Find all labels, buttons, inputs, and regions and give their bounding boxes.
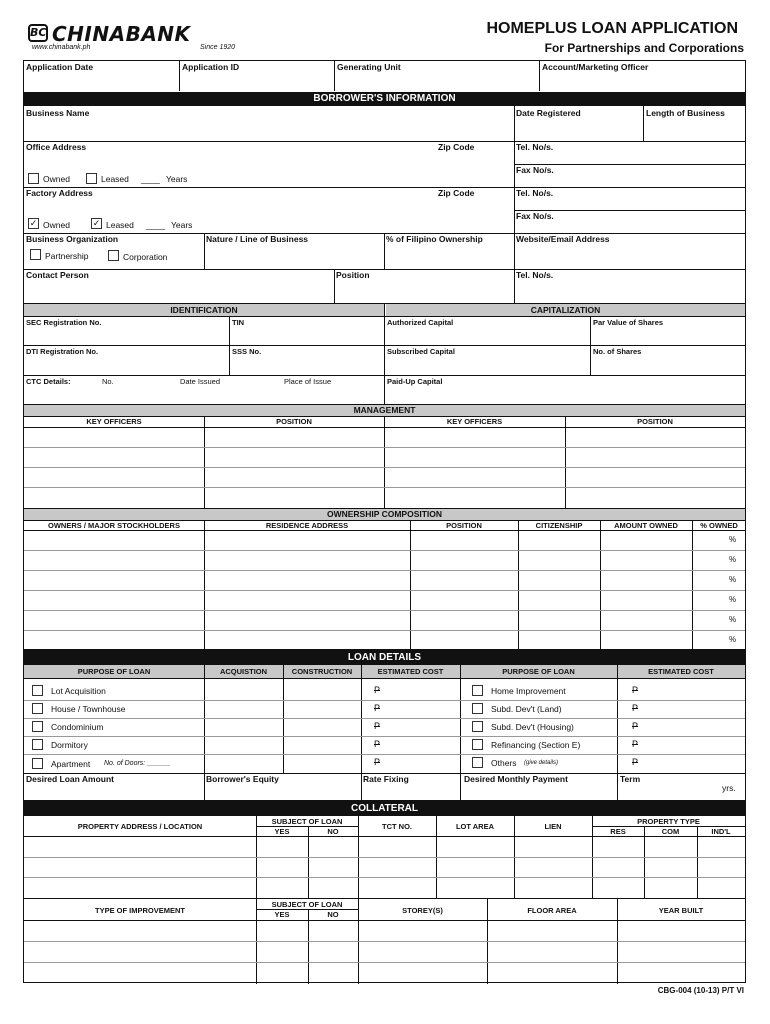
- ctc-no-field[interactable]: No.: [102, 377, 114, 386]
- office-years-blank[interactable]: ____: [141, 174, 160, 184]
- factory-years-label: Years: [171, 220, 193, 230]
- office-owned-checkbox[interactable]: [28, 173, 39, 184]
- purpose-header-2: PURPOSE OF LOAN: [502, 667, 575, 676]
- partnership-label: Partnership: [45, 251, 89, 261]
- application-date-field[interactable]: Application Date: [26, 62, 94, 72]
- lot-acquisition-checkbox[interactable]: [32, 685, 43, 696]
- peso-sign: P: [374, 739, 381, 749]
- peso-sign: P: [632, 757, 639, 767]
- purpose-item: Apartment: [51, 759, 91, 769]
- ownership-band: OWNERSHIP COMPOSITION: [24, 509, 745, 520]
- office-zip-label: Zip Code: [438, 142, 475, 152]
- floor-area-header: FLOOR AREA: [527, 906, 577, 915]
- key-officers-header-1: KEY OFFICERS: [86, 417, 142, 426]
- peso-sign: P: [632, 721, 639, 731]
- citizenship-header: CITIZENSHIP: [535, 521, 583, 530]
- subd-dev-housing-checkbox[interactable]: [472, 721, 483, 732]
- factory-owned-label: Owned: [43, 220, 70, 230]
- par-value-field[interactable]: Par Value of Shares: [593, 318, 664, 327]
- no-of-doors-field[interactable]: No. of Doors: ______: [104, 760, 171, 767]
- construction-header: CONSTRUCTION: [291, 667, 353, 676]
- term-field[interactable]: Term: [620, 774, 641, 784]
- subject-of-loan-header: SUBJECT OF LOAN: [271, 817, 343, 826]
- purpose-item: Home Improvement: [491, 686, 566, 696]
- acquisition-header: ACQUISTION: [219, 667, 268, 676]
- desired-monthly-payment-field[interactable]: Desired Monthly Payment: [464, 774, 568, 784]
- give-details-label: (give details): [524, 760, 559, 766]
- position-header-2: POSITION: [637, 417, 673, 426]
- factory-fax-field[interactable]: Fax No/s.: [516, 211, 554, 221]
- condominium-checkbox[interactable]: [32, 721, 43, 732]
- factory-tel-field[interactable]: Tel. No/s.: [516, 188, 554, 198]
- house-townhouse-checkbox[interactable]: [32, 703, 43, 714]
- office-tel-field[interactable]: Tel. No/s.: [516, 142, 554, 152]
- storeys-header: STOREY(S): [402, 906, 443, 915]
- office-years-label: Years: [166, 174, 188, 184]
- purpose-item: Refinancing (Section E): [491, 740, 581, 750]
- nature-of-business-field[interactable]: Nature / Line of Business: [206, 234, 309, 244]
- purpose-item: Condominium: [51, 722, 104, 732]
- factory-zip-label: Zip Code: [438, 188, 475, 198]
- purpose-item: House / Townhouse: [51, 704, 126, 714]
- office-leased-label: Leased: [101, 174, 129, 184]
- officer-field[interactable]: Account/Marketing Officer: [542, 62, 649, 72]
- no-of-shares-field[interactable]: No. of Shares: [593, 347, 642, 356]
- peso-sign: P: [632, 703, 639, 713]
- ctc-details-label: CTC Details:: [26, 377, 71, 386]
- partnership-checkbox[interactable]: [30, 249, 41, 260]
- peso-sign: P: [632, 685, 639, 695]
- form-subtitle: For Partnerships and Corporations: [544, 41, 744, 55]
- improvement-subject-header: SUBJECT OF LOAN: [271, 900, 343, 909]
- website-email-field[interactable]: Website/Email Address: [516, 234, 610, 244]
- sss-field[interactable]: SSS No.: [232, 347, 262, 356]
- brand-url: www.chinabank.ph: [32, 44, 91, 51]
- contact-position-field[interactable]: Position: [336, 270, 370, 280]
- improvement-yes-header: YES: [274, 910, 290, 919]
- pct-sign: %: [729, 635, 737, 644]
- sec-registration-field[interactable]: SEC Registration No.: [26, 318, 102, 327]
- chinabank-logo: CHINABANK: [52, 22, 191, 46]
- business-org-label: Business Organization: [26, 234, 119, 244]
- desired-loan-amount-field[interactable]: Desired Loan Amount: [26, 774, 114, 784]
- ctc-place-of-issue-field[interactable]: Place of Issue: [284, 377, 332, 386]
- refinancing-checkbox[interactable]: [472, 739, 483, 750]
- corporation-label: Corporation: [123, 252, 168, 262]
- brand-since: Since 1920: [200, 44, 236, 51]
- business-name-field[interactable]: Business Name: [26, 108, 90, 118]
- com-header: COM: [661, 827, 680, 836]
- lot-area-header: LOT AREA: [455, 822, 495, 831]
- purpose-header-1: PURPOSE OF LOAN: [77, 667, 151, 676]
- pct-sign: %: [729, 535, 737, 544]
- peso-sign: P: [374, 703, 381, 713]
- indl-header: IND'L: [711, 827, 731, 836]
- filipino-ownership-field[interactable]: % of Filipino Ownership: [386, 234, 483, 244]
- form-title: HOMEPLUS LOAN APPLICATION: [486, 20, 738, 37]
- term-yrs-label: yrs.: [722, 783, 736, 793]
- tin-field[interactable]: TIN: [232, 318, 245, 327]
- residence-header: RESIDENCE ADDRESS: [265, 521, 349, 530]
- office-address-field[interactable]: Office Address: [26, 142, 87, 152]
- owner-position-header: POSITION: [446, 521, 482, 530]
- peso-sign: P: [374, 685, 381, 695]
- purpose-item: Dormitory: [51, 740, 88, 750]
- purpose-item: Subd. Dev't (Land): [491, 704, 562, 714]
- loan-details-band: LOAN DETAILS: [24, 650, 745, 665]
- office-owned-label: Owned: [43, 174, 70, 184]
- subscribed-capital-field[interactable]: Subscribed Capital: [387, 347, 455, 356]
- purpose-item: Subd. Dev't (Housing): [491, 722, 574, 732]
- home-improvement-checkbox[interactable]: [472, 685, 483, 696]
- improvement-no-header: NO: [327, 910, 339, 919]
- apartment-checkbox[interactable]: [32, 758, 43, 769]
- form-code: CBG-004 (10-13) P/T VI: [657, 986, 744, 995]
- pct-sign: %: [729, 575, 737, 584]
- subd-dev-land-checkbox[interactable]: [472, 703, 483, 714]
- paid-up-capital-field[interactable]: Paid-Up Capital: [387, 377, 443, 386]
- corporation-checkbox[interactable]: [108, 250, 119, 261]
- rate-fixing-field[interactable]: Rate Fixing: [363, 774, 409, 784]
- office-leased-checkbox[interactable]: [86, 173, 97, 184]
- factory-owned-checkbox[interactable]: ✓: [29, 218, 38, 228]
- identification-band: IDENTIFICATION: [24, 304, 384, 316]
- pct-sign: %: [729, 615, 737, 624]
- res-header: RES: [610, 827, 626, 836]
- type-of-improvement-header: TYPE OF IMPROVEMENT: [94, 906, 185, 915]
- tct-no-header: TCT NO.: [382, 822, 412, 831]
- peso-sign: P: [632, 739, 639, 749]
- amount-owned-header: AMOUNT OWNED: [614, 521, 678, 530]
- owners-header: OWNERS / MAJOR STOCKHOLDERS: [48, 521, 180, 530]
- length-of-business-field[interactable]: Length of Business: [646, 108, 725, 118]
- factory-years-blank[interactable]: ____: [146, 220, 165, 230]
- management-band: MANAGEMENT: [24, 405, 745, 416]
- pct-owned-header: % OWNED: [700, 521, 738, 530]
- capitalization-band: CAPITALIZATION: [386, 304, 745, 316]
- purpose-item: Others: [491, 758, 517, 768]
- peso-sign: P: [374, 757, 381, 767]
- factory-address-field[interactable]: Factory Address: [26, 188, 93, 198]
- est-cost-header-2: ESTIMATED COST: [648, 667, 714, 676]
- contact-tel-field[interactable]: Tel. No/s.: [516, 270, 554, 280]
- dormitory-checkbox[interactable]: [32, 739, 43, 750]
- dti-registration-field[interactable]: DTI Registration No.: [26, 347, 99, 356]
- contact-person-field[interactable]: Contact Person: [26, 270, 89, 280]
- yes-header: YES: [274, 827, 290, 836]
- office-fax-field[interactable]: Fax No/s.: [516, 165, 554, 175]
- year-built-header: YEAR BUILT: [658, 906, 704, 915]
- pct-sign: %: [729, 595, 737, 604]
- lien-header: LIEN: [544, 822, 562, 831]
- peso-sign: P: [374, 721, 381, 731]
- property-type-header: PROPERTY TYPE: [637, 817, 700, 826]
- factory-leased-label: Leased: [106, 220, 134, 230]
- key-officers-header-2: KEY OFFICERS: [446, 417, 503, 426]
- pct-sign: %: [729, 555, 737, 564]
- others-checkbox[interactable]: [472, 757, 483, 768]
- authorized-capital-field[interactable]: Authorized Capital: [387, 318, 454, 327]
- position-header-1: POSITION: [276, 417, 312, 426]
- date-registered-field[interactable]: Date Registered: [516, 108, 581, 118]
- collateral-band: COLLATERAL: [24, 801, 745, 816]
- borrower-info-band: BORROWER'S INFORMATION: [24, 92, 745, 106]
- no-header: NO: [327, 827, 339, 836]
- generating-unit-field[interactable]: Generating Unit: [337, 62, 401, 72]
- property-address-header: PROPERTY ADDRESS / LOCATION: [77, 822, 203, 831]
- loan-application-form: [23, 60, 746, 983]
- ctc-date-issued-field[interactable]: Date Issued: [180, 377, 221, 386]
- est-cost-header-1: ESTIMATED COST: [377, 667, 444, 676]
- chinabank-logo-badge: BC: [28, 24, 48, 42]
- application-id-field[interactable]: Application ID: [182, 62, 240, 72]
- factory-leased-checkbox[interactable]: ✓: [92, 218, 101, 228]
- borrowers-equity-field[interactable]: Borrower's Equity: [206, 774, 279, 784]
- purpose-item: Lot Acquisition: [51, 686, 106, 696]
